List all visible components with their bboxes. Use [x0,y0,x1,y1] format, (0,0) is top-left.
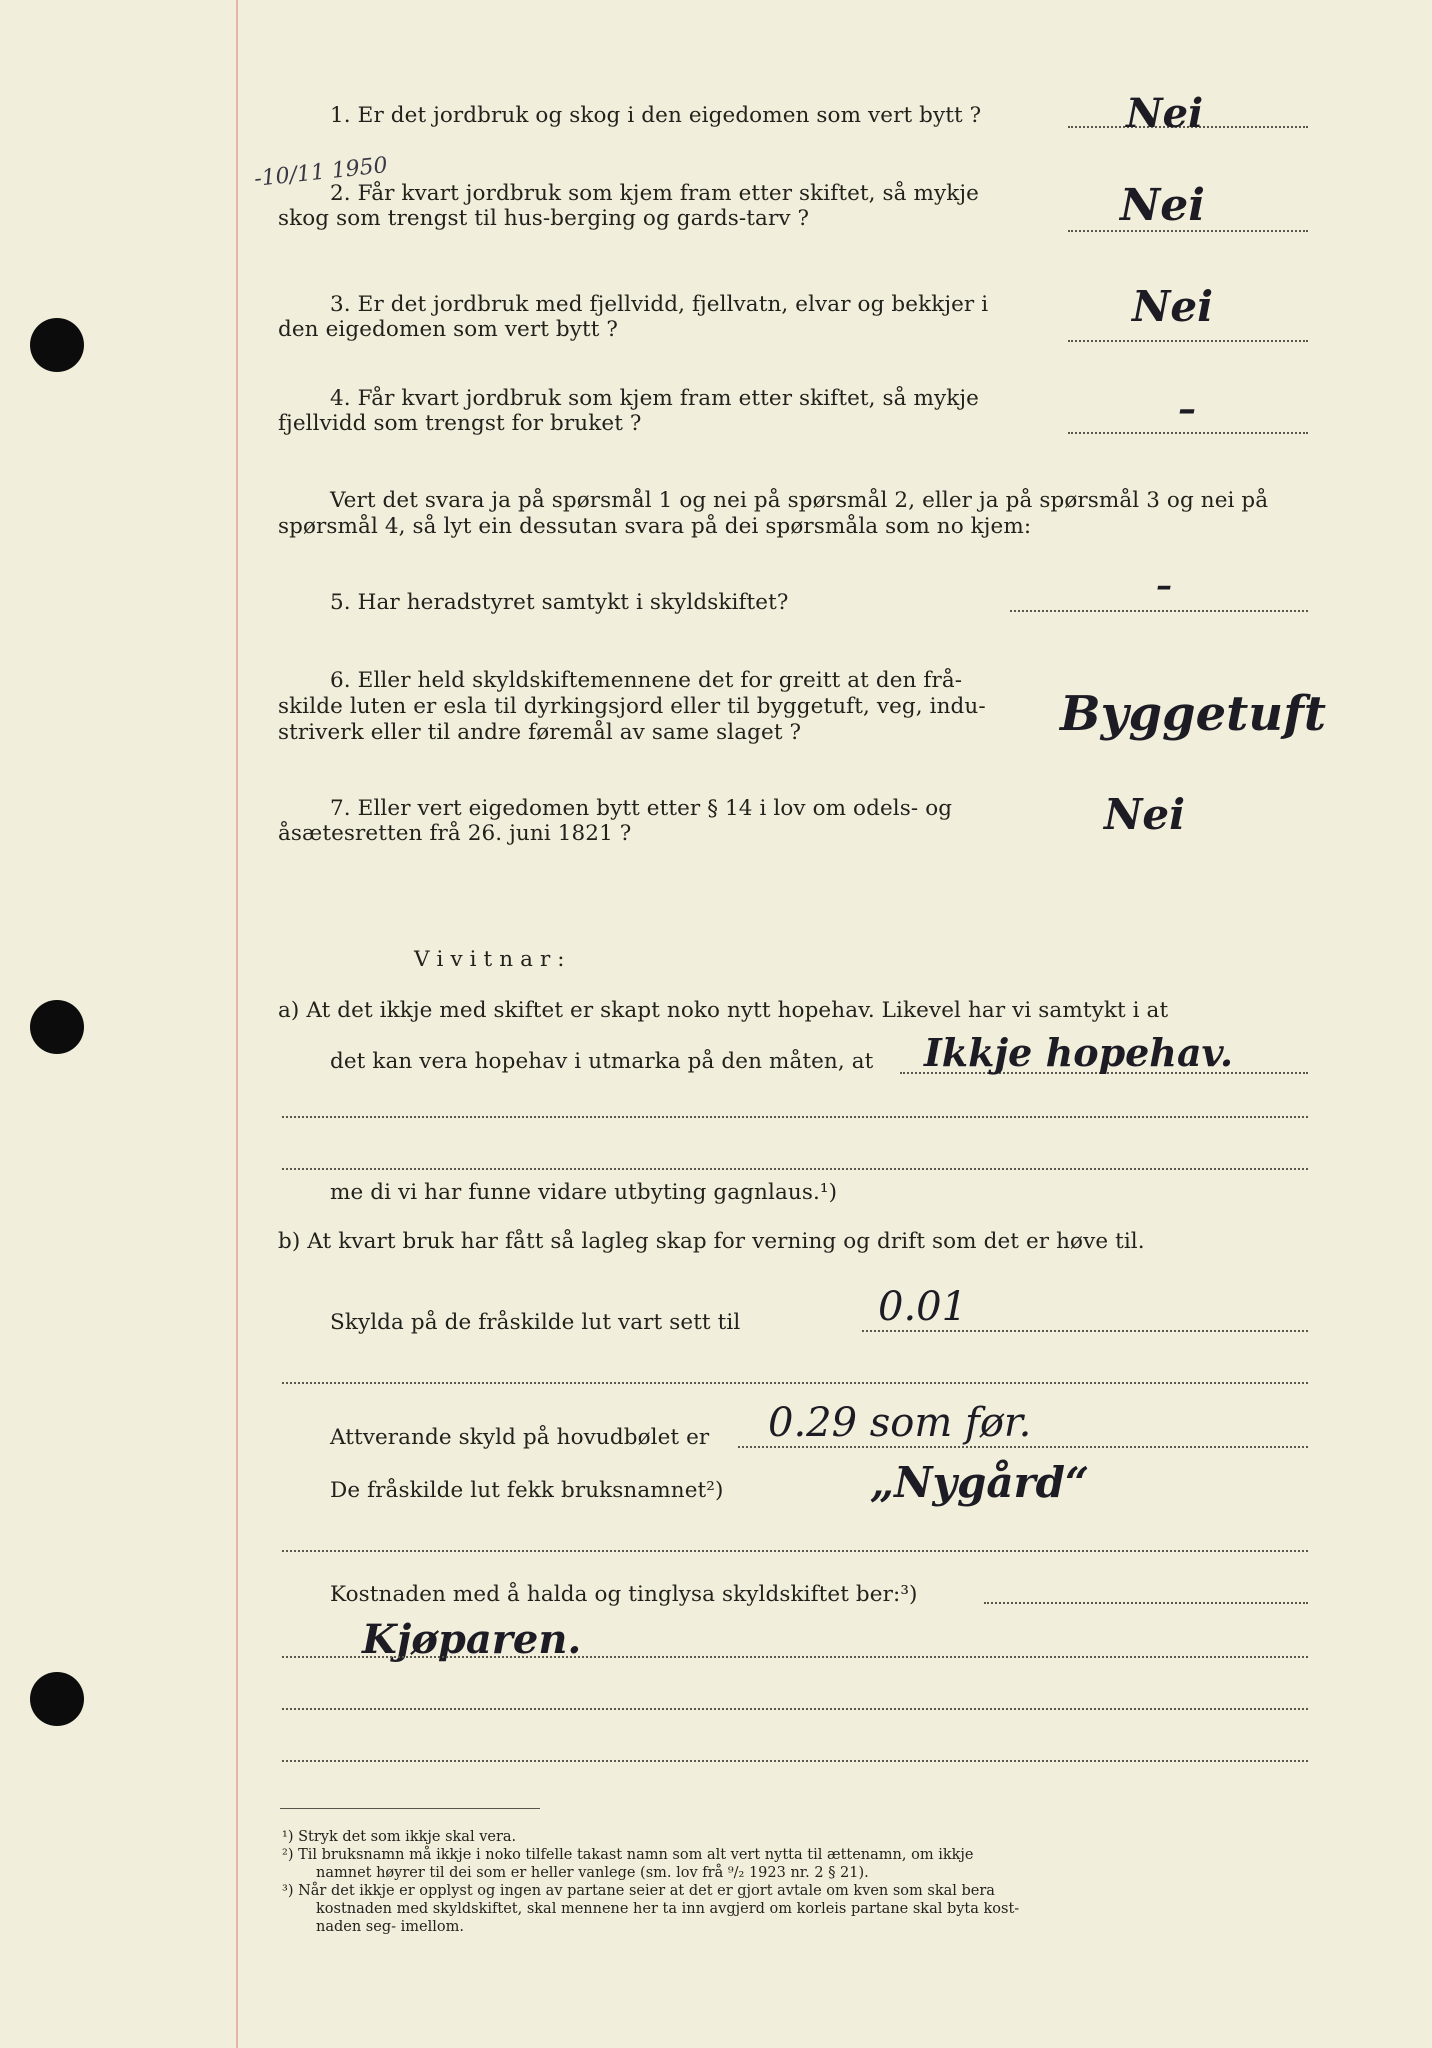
skyld-label: Skylda på de fråskilde lut vart sett til [330,1310,741,1335]
question-7-line-2: åsætesretten frå 26. juni 1821 ? [278,821,632,846]
skyld-value: 0.01 [878,1284,968,1330]
margin-note: -10/11 1950 [253,153,389,192]
intro-line-1: Vert det svara ja på spørsmål 1 og nei på spørsmål 2, eller ja på spørsmål 3 og nei på [330,488,1269,513]
question-2-line-2: skog som trengst til hus-berging og gards-tarv ? [278,206,810,231]
punch-hole [30,318,84,372]
answer-line-3 [1068,340,1308,342]
question-5: 5. Har heradstyret samtykt i skyldskiftet? [330,590,789,615]
cost-line [984,1602,1308,1604]
blank-line [282,1760,1308,1762]
answer-1: Nei [1126,90,1204,137]
question-6-line-1: 6. Eller held skyldskiftemennene det for greitt at den frå- [330,668,963,693]
footnote-3-line-2: kostnaden med skyldskiftet, skal mennene her ta inn avgjerd om korleis partane skal byta kost- [316,1901,1020,1917]
witness-heading: V i v i t n a r : [414,947,565,972]
remaining-skyld-label: Attverande skyld på hovudbølet er [330,1425,710,1450]
intro-line-2: spørsmål 4, så lyt ein dessutan svara på dei spørsmåla som no kjem: [278,514,1032,539]
question-6-line-2: skilde luten er esla til dyrkingsjord eller til byggetuft, veg, indu- [278,694,986,719]
witness-a-line-1: a) At det ikkje med skiftet er skapt noko nytt hopehav. Likevel har vi samtykt i at [278,998,1169,1023]
skyld-line [862,1330,1308,1332]
question-6-line-3: striverk eller til andre føremål av same slaget ? [278,720,802,745]
blank-line [282,1550,1308,1552]
question-4-line-2: fjellvidd som trengst for bruket ? [278,411,642,436]
farm-name-label: De fråskilde lut fekk bruksnamnet²) [330,1478,724,1503]
footnote-2-line-1: ²) Til bruksnamn må ikkje i noko tilfelle takast namn som alt vert nytta til ættenamn, om ikkje [282,1847,974,1863]
footnote-3-line-3: naden seg- imellom. [316,1919,464,1935]
question-3-line-1: 3. Er det jordbruk med fjellvidd, fjellvatn, elvar og bekkjer i [330,292,989,317]
question-7-line-1: 7. Eller vert eigedomen bytt etter § 14 i lov om odels- og [330,796,953,821]
footnote-1: ¹) Stryk det som ikkje skal vera. [282,1829,517,1845]
answer-5: – [1156,566,1172,604]
witness-a-line-2: det kan vera hopehav i utmarka på den måten, at [330,1049,874,1074]
blank-line [282,1168,1308,1170]
remaining-skyld-value: 0.29 som før. [768,1400,1032,1446]
answer-2: Nei [1120,180,1205,231]
answer-4: – [1178,388,1196,430]
answer-3: Nei [1132,282,1214,331]
margin-rule [236,0,238,2048]
remaining-skyld-line [738,1446,1308,1448]
answer-7: Nei [1104,790,1186,839]
blank-line [282,1656,1308,1658]
question-4-line-1: 4. Får kvart jordbruk som kjem fram etter skiftet, så mykje [330,386,979,411]
punch-hole [30,1000,84,1054]
blank-line [282,1116,1308,1118]
question-2-line-1: 2. Får kvart jordbruk som kjem fram etter skiftet, så mykje [330,181,979,206]
cost-value: Kjøparen. [362,1616,582,1663]
question-1: 1. Er det jordbruk og skog i den eigedomen som vert bytt ? [330,103,982,128]
punch-hole [30,1672,84,1726]
answer-6: Byggetuft [1060,686,1327,742]
answer-line-4 [1068,432,1308,434]
farm-name-value: „Nygård“ [870,1458,1090,1507]
question-3-line-2: den eigedomen som vert bytt ? [278,317,619,342]
witness-a-line-3: me di vi har funne vidare utbyting gagnlaus.¹) [330,1180,838,1205]
answer-line-5 [1010,610,1308,612]
footnote-separator [280,1808,540,1809]
cost-label: Kostnaden med å halda og tinglysa skyldskiftet ber:³) [330,1582,918,1607]
footnote-2-line-2: namnet høyrer til dei som er heller vanlege (sm. lov frå ⁹/₂ 1923 nr. 2 § 21). [316,1865,869,1881]
blank-line [282,1382,1308,1384]
blank-line [282,1708,1308,1710]
footnote-3-line-1: ³) Når det ikkje er opplyst og ingen av partane seier at det er gjort avtale om kven som skal bera [282,1883,995,1899]
witness-a-answer: Ikkje hopehav. [924,1030,1234,1075]
witness-b-line-1: b) At kvart bruk har fått så lagleg skap for verning og drift som det er høve til. [278,1229,1145,1254]
